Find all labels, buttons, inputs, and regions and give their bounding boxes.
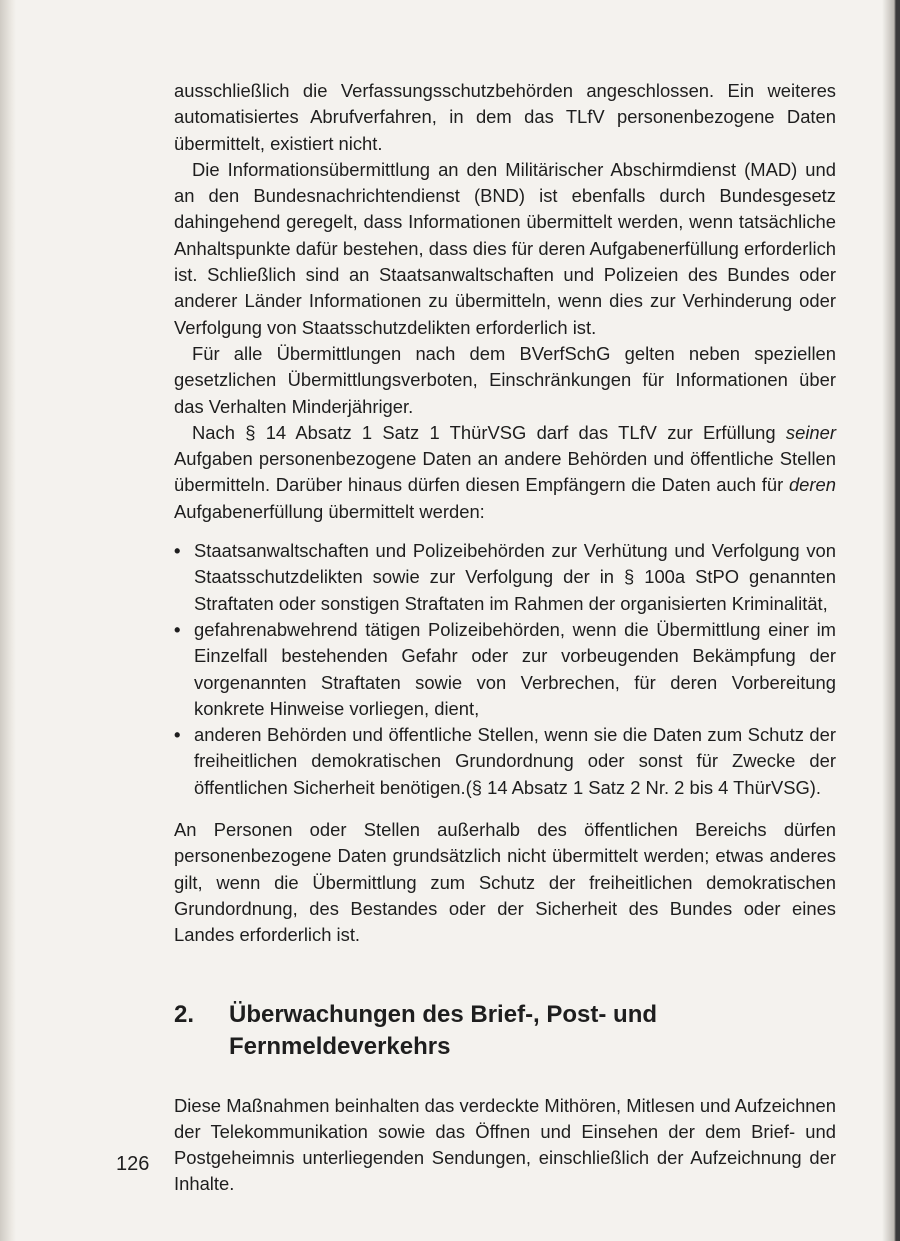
section-title: Überwachungen des Brief-, Post- und Fernmeldeverkehrs [229, 1000, 658, 1060]
scan-edge-right [882, 0, 900, 1241]
list-item [174, 617, 836, 722]
list-item-text: anderen Behörden und öffentliche Stellen, wenn sie die Daten zum Schutz der freiheitlichen demokratischen Grundordnung oder sonst für Zwecke der öffentlichen Sicherheit benötigen.(§ 14 Absatz 1 Satz 2 Nr. 2 bis 4 ThürVSG). [194, 724, 836, 798]
document-body [174, 78, 836, 1198]
paragraph: Die Informationsübermittlung an den Militärischer Abschirmdienst (MAD) und an den Bundesnachrichtendienst (BND) ist ebenfalls durch Bundesgesetz dahingehend geregelt, dass Informationen übermittelt werden, wenn tatsächliche Anhaltspunkte dafür bestehen, dass dies für deren Aufgabenerfüllung erforderlich ist. Schließlich sind an Staatsanwaltschaften und Polizeien des Bundes oder anderer Länder Informationen zu übermitteln, wenn dies zur Verhinderung oder Verfolgung von Staatsschutzdelikten erforderlich ist. [174, 158, 836, 338]
bullet-icon: • [174, 540, 181, 562]
bullet-icon: • [174, 618, 181, 640]
bullet-icon: • [174, 724, 181, 746]
bullet-list [174, 538, 836, 801]
section-heading [174, 999, 836, 1063]
paragraph-para14 [174, 420, 836, 525]
scan-edge-left [0, 0, 16, 1241]
paragraph: An Personen oder Stellen außerhalb des öffentlichen Bereichs dürfen personenbezogene Daten grundsätzlich nicht übermittelt werden; etwas anderes gilt, wenn die Übermittlung zum Schutz der freiheitlichen demokratischen Grundordnung, des Bestandes oder der Sicherheit des Bundes oder eines Landes erforderlich ist. [174, 819, 836, 946]
section-number: 2. [174, 1000, 195, 1028]
list-item-text: Staatsanwaltschaften und Polizeibehörden zur Verhütung und Verfolgung von Staatsschutzdelikten sowie zur Verfolgung der in § 100a StPO genannten Straftaten oder sonstigen Straftaten im Rahmen der organisierten Kriminalität, [194, 540, 836, 614]
list-item [174, 722, 836, 801]
list-item [174, 538, 836, 617]
paragraph: ausschließlich die Verfassungsschutzbehörden angeschlossen. Ein weiteres automatisiertes Abrufverfahren, in dem das TLfV personenbezogene Daten übermittelt, existiert nicht. [174, 80, 836, 154]
text-run: Nach § 14 Absatz 1 Satz 1 ThürVSG darf das TLfV zur Erfüllung [192, 421, 786, 443]
page-number: 126 [116, 1153, 150, 1175]
emphasis-deren: deren [788, 474, 836, 496]
text-run: Aufgabenerfüllung übermittelt werden: [174, 500, 485, 522]
paragraph: Diese Maßnahmen beinhalten das verdeckte Mithören, Mitlesen und Aufzeichnen der Telekommunikation sowie das Öffnen und Einsehen der dem Brief- und Postgeheimnis unterliegenden Sendungen, einschließlich der Aufzeichnung der Inhalte. [174, 1094, 836, 1195]
text-run: Aufgaben personenbezogene Daten an andere Behörden und öffentliche Stellen übermitteln. Darüber hinaus dürfen diesen Empfängern die Daten auch für [174, 448, 836, 496]
list-item-text: gefahrenabwehrend tätigen Polizeibehörden, wenn die Übermittlung einer im Einzelfall bestehenden Gefahr oder zur vorbeugenden Bekämpfung der vorgenannten Straftaten sowie von Verbrechen, für deren Vorbereitung konkrete Hinweise vorliegen, dient, [194, 618, 836, 719]
paragraph: Für alle Übermittlungen nach dem BVerfSchG gelten neben speziellen gesetzlichen Übermittlungsverboten, Einschränkungen für Informationen über das Verhalten Minderjähriger. [174, 342, 836, 417]
emphasis-seiner: seiner [785, 421, 836, 443]
